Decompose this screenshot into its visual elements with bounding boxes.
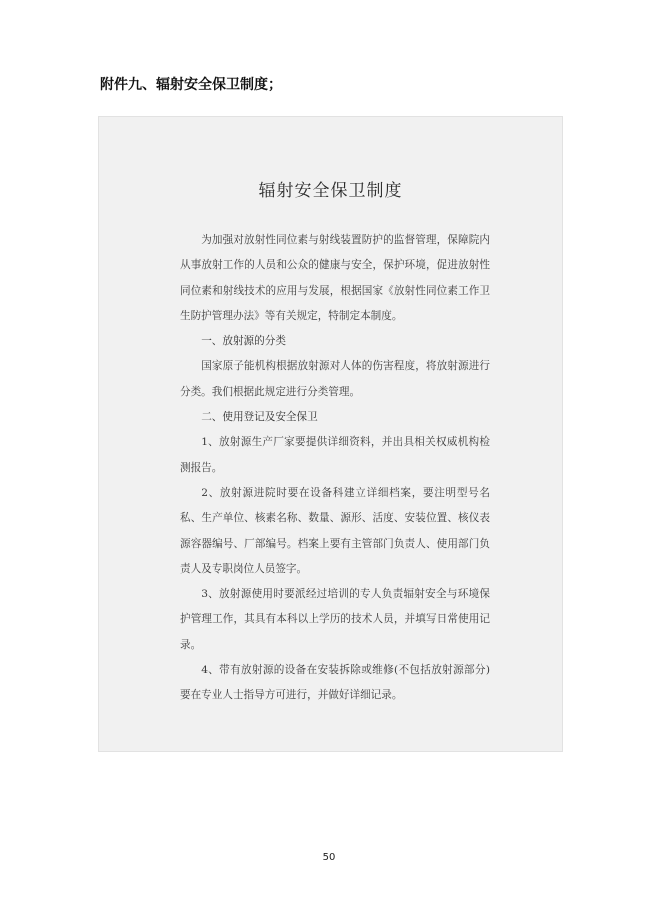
section-heading-registration: 二、使用登记及安全保卫 xyxy=(201,411,318,424)
scan-title: 辐射安全保卫制度 xyxy=(258,181,403,201)
paragraph-item-4: 4、带有放射源的设备在安装拆除或维修(不包括放射源部分)要在专业人士指导方可进行，并做好详细记录。 xyxy=(180,664,490,702)
page-number: 50 xyxy=(322,852,336,863)
paragraph-intro: 为加强对放射性同位素与射线装置防护的监督管理，保障院内从事放射工作的人员和公众的健康与安全，保护环境，促进放射性同位素和射线技术的应用与发展，根据国家《放射性同位素工作卫生防护管理办法》等有关规定，特制定本制度。 xyxy=(180,234,490,322)
paragraph-item-1: 1、放射源生产厂家要提供详细资料，并出具相关权威机构检测报告。 xyxy=(180,436,490,474)
page-heading: 附件九、辐射安全保卫制度； xyxy=(100,77,282,93)
scanned-document-image xyxy=(98,116,563,752)
paragraph-classification: 国家原子能机构根据放射源对人体的伤害程度，将放射源进行分类。我们根据此规定进行分类管理。 xyxy=(180,360,490,398)
section-heading-classification: 一、放射源的分类 xyxy=(201,335,286,348)
scan-body xyxy=(180,228,490,709)
paragraph-item-2: 2、放射源进院时要在设备科建立详细档案，要注明型号名私、生产单位、核素名称、数量、源形、活度、安装位置、核仪表源容器编号、厂部编号。档案上要有主管部门负责人、使用部门负责人及专职岗位人员签字。 xyxy=(180,486,490,575)
paragraph-item-3: 3、放射源使用时要派经过培训的专人负责辐射安全与环境保护管理工作，其具有本科以上学历的技术人员，并填写日常使用记录。 xyxy=(180,588,490,651)
